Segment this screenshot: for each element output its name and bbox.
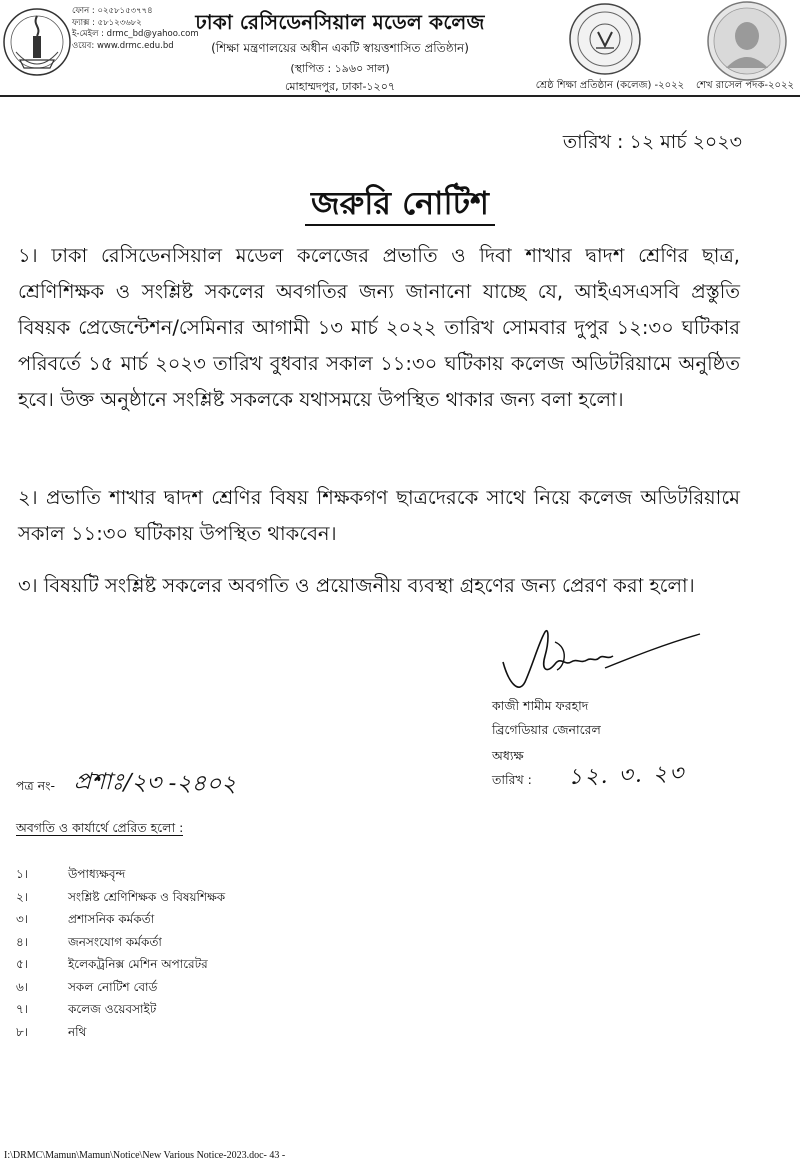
file-path-footer: I:\DRMC\Mamun\Mamun\Notice\New Various Notice-2023.doc- 43 - <box>4 1150 286 1161</box>
list-item-number: ২। <box>16 889 29 904</box>
contact-phone: ফোন : ০২৫৮১৫৩৭৭৪ <box>72 6 153 16</box>
signatory-date-label: তারিখ : <box>492 772 532 787</box>
list-item-text: ইলেকট্রনিক্স মেশিন অপারেটর <box>68 957 208 971</box>
list-item-text: নথি <box>68 1024 87 1039</box>
contact-email: ই-মেইল : drmc_bd@yahoo.com <box>72 29 199 39</box>
list-item-number: ১। <box>16 867 29 881</box>
cc-heading-text: অবগতি ও কার্যার্থে প্রেরিত হলো : <box>16 820 184 835</box>
list-item-number: ৮। <box>16 1024 29 1039</box>
notice-paragraph-2: ২। প্রভাতি শাখার দ্বাদশ শ্রেণির বিষয় শিক্ষকগণ ছাত্রদেরকে সাথে নিয়ে কলেজ অডিটরিয়ামে সকাল ১১:৩০ ঘটিকায় উপস্থিত থাকবেন। <box>18 486 740 545</box>
college-subtitle: (শিক্ষা মন্ত্রণালয়ের অধীন একটি স্বায়ত্তশাসিত প্রতিষ্ঠান) <box>211 41 469 55</box>
notice-paragraph-3: ৩। বিষয়টি সংশ্লিষ্ট সকলের অবগতি ও প্রয়োজনীয় ব্যবস্থা গ্রহণের জন্য প্রেরণ করা হলো। <box>18 574 695 597</box>
contact-website: ওয়েব: www.drmc.edu.bd <box>72 40 174 51</box>
signatory-name: কাজী শামীম ফরহাদ <box>492 698 589 713</box>
reference-number: প্রশাঃ/২৩ -২৪০২ <box>73 768 237 798</box>
reference-label: পত্র নং- <box>16 778 55 793</box>
award-seal-icon <box>568 2 642 76</box>
header-divider <box>0 95 800 97</box>
award-caption-2: শেখ রাসেল পদক-২০২২ <box>695 80 795 91</box>
list-item-number: ৪। <box>16 934 29 949</box>
cc-heading <box>16 820 183 840</box>
signatory-designation: অধ্যক্ষ <box>492 748 524 763</box>
list-item-text: উপাধ্যক্ষবৃন্দ <box>68 867 126 881</box>
college-logo <box>2 2 72 88</box>
list-item-text: সকল নোটিশ বোর্ড <box>68 979 158 994</box>
signatory-date-handwritten: ১২. ৩. ২৩ <box>567 760 686 791</box>
signatory-rank: ব্রিগেডিয়ার জেনারেল <box>492 722 601 737</box>
list-item-number: ৬। <box>16 979 29 994</box>
list-item-number: ৭। <box>16 1002 29 1016</box>
list-item-number: ৩। <box>16 912 29 926</box>
medal-portrait-icon <box>706 0 788 82</box>
list-item-number: ৫। <box>16 957 29 971</box>
notice-title <box>0 178 800 232</box>
list-item-text: সংশ্লিষ্ট শ্রেণিশিক্ষক ও বিষয়শিক্ষক <box>68 889 226 904</box>
list-item-text: কলেজ ওয়েবসাইট <box>68 1002 157 1016</box>
list-item-text: জনসংযোগ কর্মকর্তা <box>68 934 162 949</box>
award-caption-1: শ্রেষ্ঠ শিক্ষা প্রতিষ্ঠান (কলেজ) -২০২২ <box>535 80 685 91</box>
notice-paragraph-1: ১। ঢাকা রেসিডেনসিয়াল মডেল কলেজের প্রভাতি ও দিবা শাখার দ্বাদশ শ্রেণির ছাত্র, শ্রেণিশিক্ষক ও সংশ্লিষ্ট সকলের অবগতির জন্য জানানো যাচ্ছে যে, আইএসএসবি প্রস্তুতি বিষয়ক প্রেজেন্টেশন/সেমিনার আগামী ১৩ মার্চ ২০২২ তারিখ সোমবার দুপুর ১২:৩০ ঘটিকার পরিবর্তে ১৫ মার্চ ২০২৩ তারিখ বুধবার সকাল ১১:৩০ ঘটিকায় কলেজ অডিটরিয়ামে অনুষ্ঠিত হবে। উক্ত অনুষ্ঠানে সংশ্লিষ্ট সকলকে যথাসময়ে উপস্থিত থাকার জন্য বলা হলো। <box>18 244 740 411</box>
list-item-text: প্রশাসনিক কর্মকর্তা <box>68 912 155 926</box>
notice-title-text: জরুরি নোটিশ <box>305 184 495 226</box>
college-address: মোহাম্মদপুর, ঢাকা-১২০৭ <box>284 80 396 93</box>
college-name: ঢাকা রেসিডেনসিয়াল মডেল কলেজ <box>195 10 485 34</box>
principal-signature <box>495 622 705 702</box>
established-year: (স্থাপিত : ১৯৬০ সাল) <box>290 62 390 75</box>
notice-date: তারিখ : ১২ মার্চ ২০২৩ <box>562 131 742 153</box>
contact-fax: ফ্যাক্স : ৫৮১২৩৬৮২ <box>72 17 142 28</box>
